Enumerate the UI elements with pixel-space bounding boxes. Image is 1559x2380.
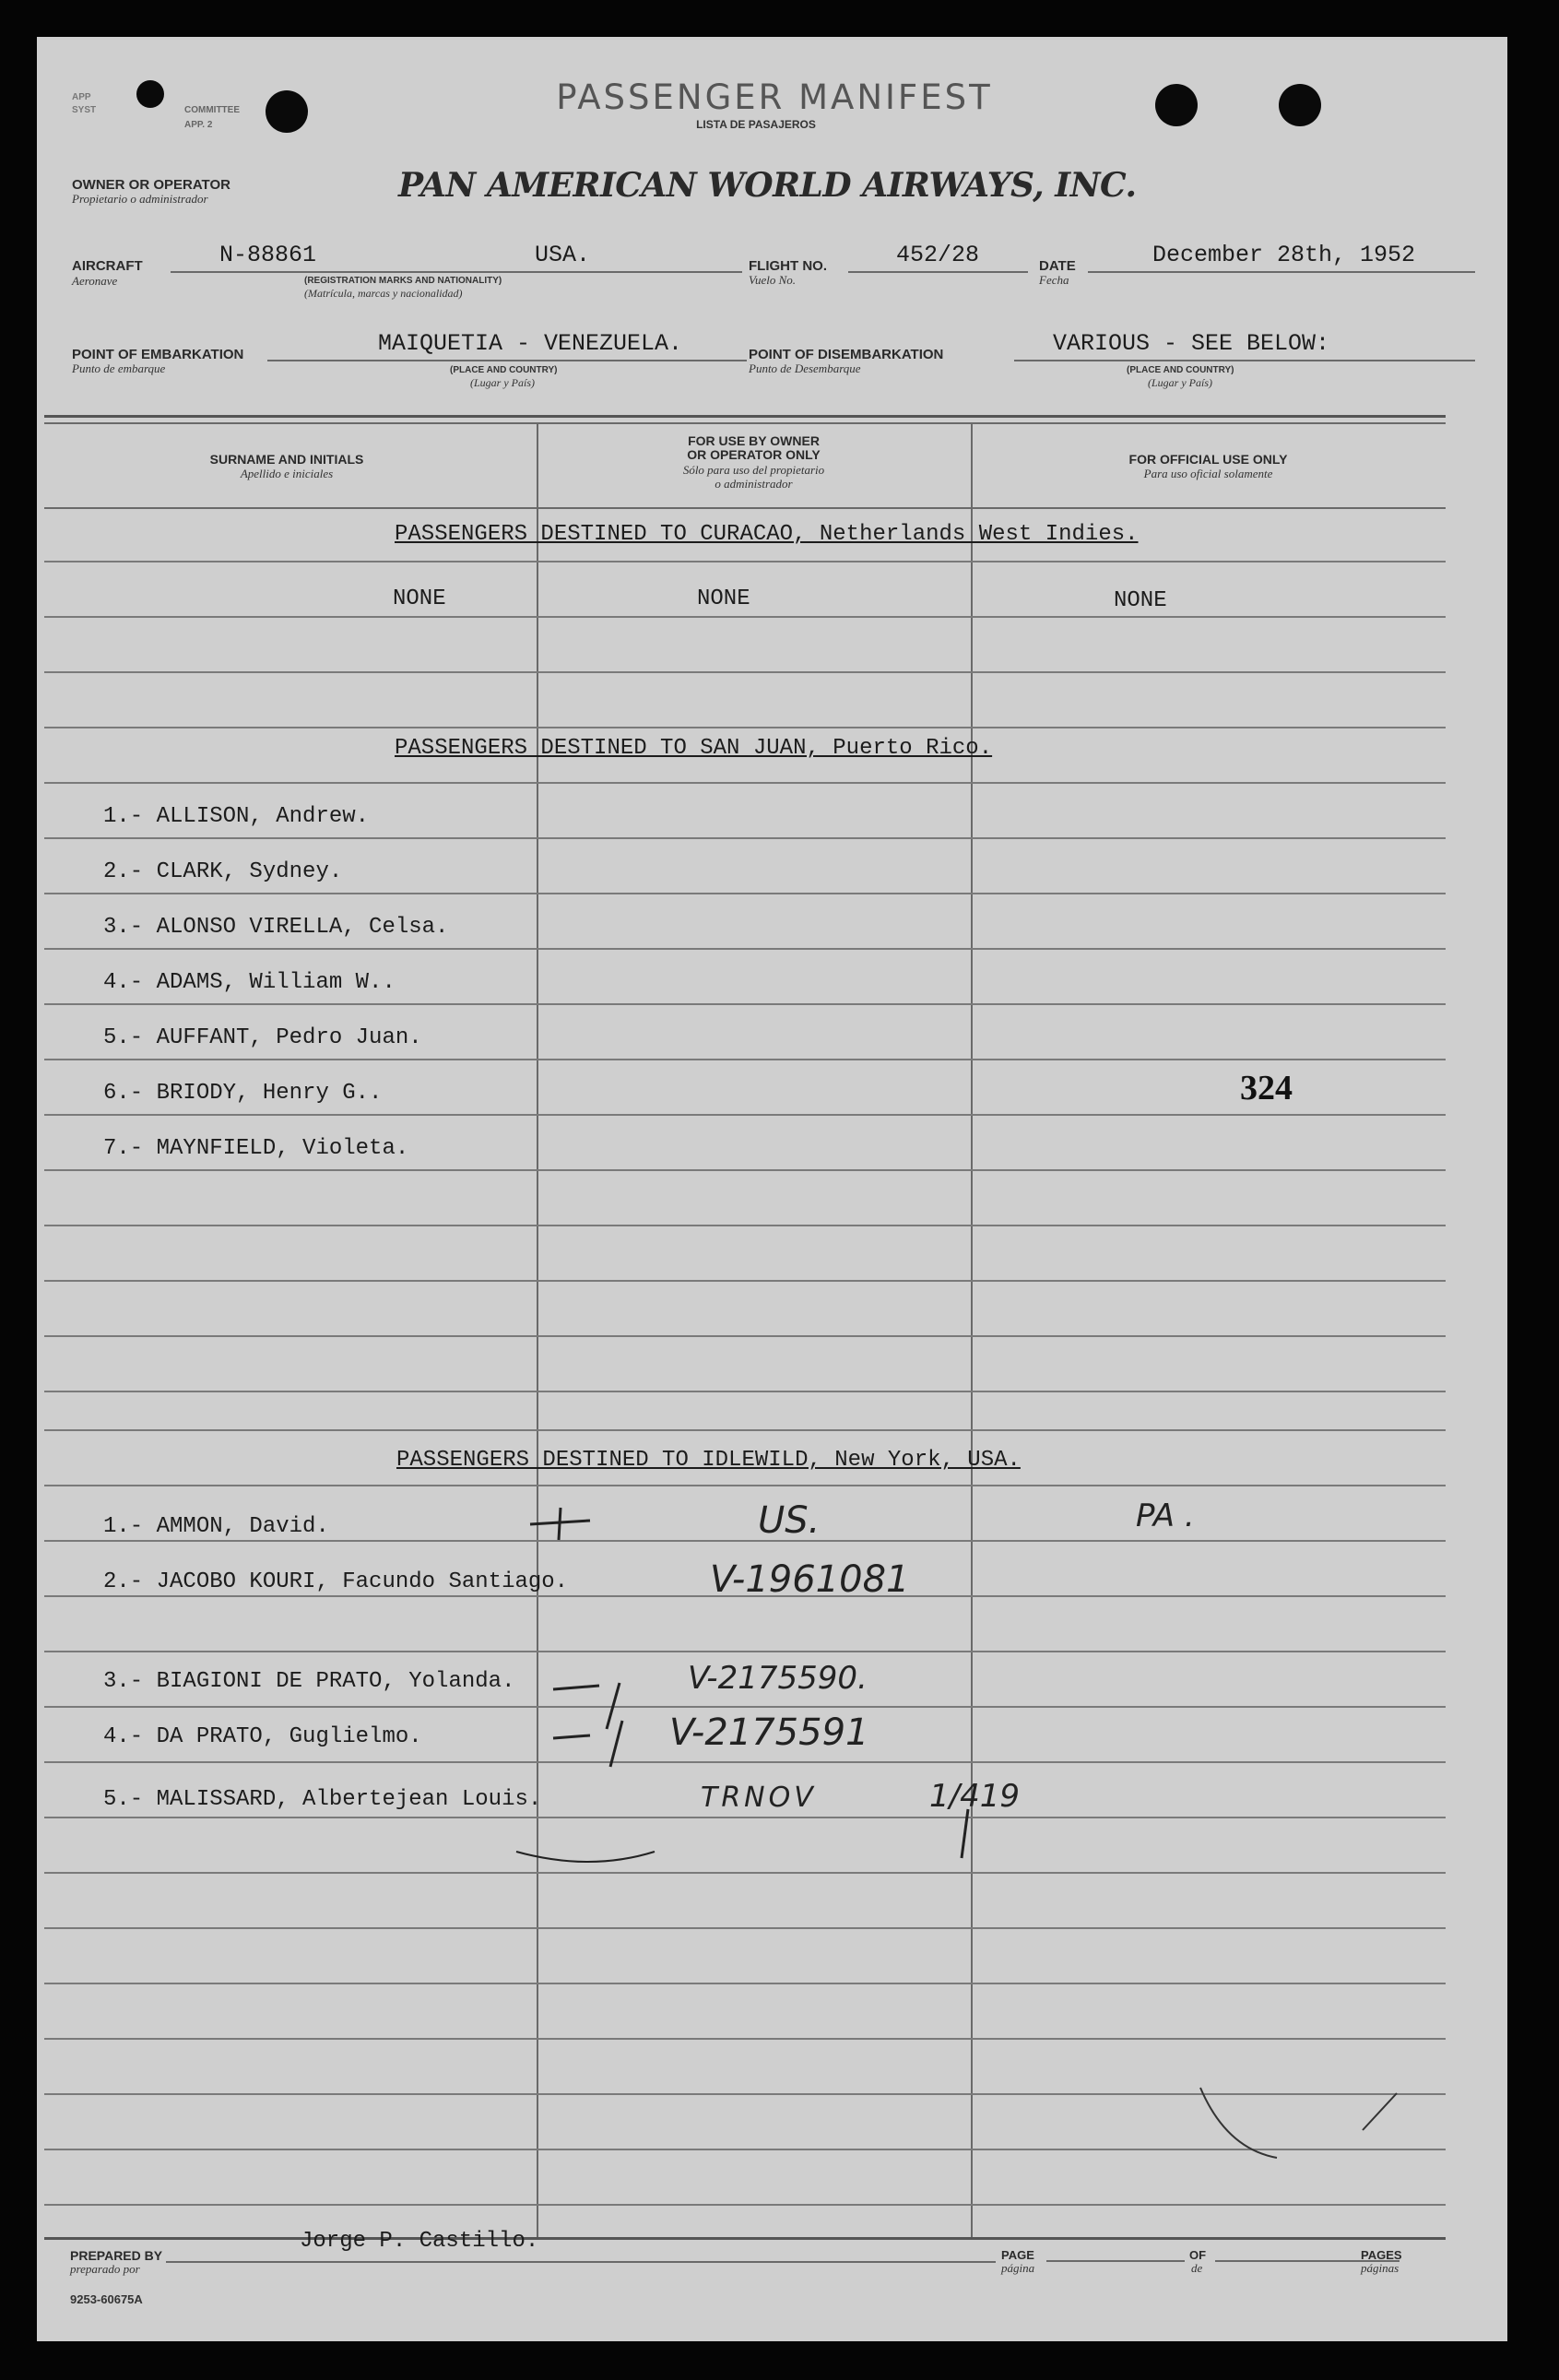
flight-date: December 28th, 1952 [1152, 242, 1416, 268]
handwritten-5: TRNOV [701, 1782, 817, 1814]
form-code: 9253-60675A [70, 2292, 143, 2306]
col-surname-header: SURNAME AND INITIALS [209, 452, 364, 467]
approval-note-1: APP [72, 92, 91, 102]
prepared-label: PREPARED BY [70, 2248, 163, 2263]
embark-label-es: Punto de embarque [72, 361, 166, 375]
manifest-sheet [37, 37, 1507, 2341]
passenger-san-juan-7: 7.- MAYNFIELD, Violeta. [103, 1136, 409, 1161]
of-label-es: de [1191, 2261, 1203, 2275]
stamp-number: 324 [1240, 1069, 1293, 1107]
aircraft-label-es: Aeronave [72, 274, 118, 288]
passenger-idlewild-3: 3.- BIAGIONI DE PRATO, Yolanda. [103, 1669, 515, 1694]
reg-caption-es: (Matrícula, marcas y nacionalidad) [304, 287, 463, 300]
owner-label: OWNER OR OPERATOR [72, 177, 230, 193]
col-official-header-es: Para uso oficial solamente [1143, 467, 1273, 480]
approval-note-4: APP. 2 [184, 120, 213, 130]
underline-scribble [516, 1852, 655, 1862]
handwritten-1: US. [758, 1499, 821, 1542]
flight-label: FLIGHT NO. [749, 258, 827, 274]
flight-label-es: Vuelo No. [749, 273, 797, 287]
prepared-label-es: preparado por [70, 2262, 140, 2276]
passenger-san-juan-3: 3.- ALONSO VIRELLA, Celsa. [103, 915, 449, 940]
disembark-place: VARIOUS - SEE BELOW: [1053, 330, 1330, 357]
flight-number: 452/28 [896, 242, 980, 268]
curacao-none-surname: NONE [393, 586, 446, 611]
curacao-none-official: NONE [1114, 588, 1167, 613]
col-surname-header-es: Apellido e iniciales [240, 467, 334, 480]
corner-scribble [1200, 2088, 1397, 2158]
col-owner-header-1: FOR USE BY OWNER [688, 433, 820, 448]
tick-mark-1 [530, 1508, 590, 1540]
date-label: DATE [1039, 258, 1076, 274]
curacao-none-owner: NONE [697, 586, 750, 611]
section-heading-idlewild: PASSENGERS DESTINED TO IDLEWILD, New York, USA. [396, 1448, 1021, 1473]
col-owner-header-es-2: o administrador [715, 477, 793, 491]
embark-place-caption: (PLACE AND COUNTRY) [450, 365, 558, 375]
reg-caption: (REGISTRATION MARKS AND NATIONALITY) [304, 276, 502, 286]
col-official-header: FOR OFFICIAL USE ONLY [1128, 452, 1288, 467]
approval-note-3: COMMITTEE [184, 105, 240, 115]
owner-label-es: Propietario o administrador [72, 192, 208, 206]
passenger-san-juan-1: 1.- ALLISON, Andrew. [103, 804, 370, 829]
page-label-es: página [1001, 2261, 1035, 2275]
pages-label-es: páginas [1361, 2261, 1400, 2275]
approval-note-2: SYST [72, 105, 97, 115]
form-title: PASSENGER MANIFEST [556, 77, 993, 117]
page-line [1046, 2260, 1185, 2262]
handwritten-marks [37, 37, 1507, 2341]
disembark-label: POINT OF DISEMBARKATION [749, 347, 944, 362]
aircraft-reg: N-88861 [219, 242, 317, 268]
passenger-idlewild-5: 5.- MALISSARD, Albertejean Louis. [103, 1787, 542, 1812]
tick-mark-3 [553, 1686, 599, 1689]
pages-label: PAGES [1361, 2248, 1402, 2262]
handwritten-3: V-2175590. [688, 1660, 868, 1697]
slash-mark-3 [607, 1683, 620, 1729]
section-heading-san-juan: PASSENGERS DESTINED TO SAN JUAN, Puerto Rico. [395, 736, 993, 761]
handwritten-5b: 1/419 [929, 1778, 1020, 1815]
handwritten-4: V-2175591 [669, 1711, 869, 1754]
tick-mark-4 [553, 1735, 590, 1738]
disembark-place-caption: (PLACE AND COUNTRY) [1127, 365, 1234, 375]
disembark-place-caption-es: (Lugar y País) [1148, 376, 1212, 389]
passenger-san-juan-6: 6.- BRIODY, Henry G.. [103, 1081, 383, 1106]
passenger-san-juan-2: 2.- CLARK, Sydney. [103, 859, 343, 884]
aircraft-label: AIRCRAFT [72, 258, 143, 274]
passenger-idlewild-2: 2.- JACOBO KOURI, Facundo Santiago. [103, 1569, 569, 1594]
pen-stroke-1 [962, 1809, 968, 1858]
embark-place-caption-es: (Lugar y País) [470, 376, 535, 389]
company-name: PAN AMERICAN WORLD AIRWAYS, INC. [398, 166, 1137, 205]
handwritten-1-official: PA . [1136, 1498, 1195, 1534]
prepared-line [166, 2261, 996, 2263]
page-label: PAGE [1001, 2248, 1034, 2262]
embark-label: POINT OF EMBARKATION [72, 347, 244, 362]
passenger-san-juan-4: 4.- ADAMS, William W.. [103, 970, 396, 995]
form-title-es: LISTA DE PASAJEROS [696, 118, 816, 131]
embark-place: MAIQUETIA - VENEZUELA. [378, 330, 683, 357]
section-heading-curacao: PASSENGERS DESTINED TO CURACAO, Netherlands West Indies. [395, 522, 1139, 547]
slash-mark-4 [610, 1721, 622, 1767]
aircraft-nat: USA. [535, 242, 591, 268]
passenger-idlewild-4: 4.- DA PRATO, Guglielmo. [103, 1724, 422, 1749]
prepared-name: Jorge P. Castillo. [300, 2229, 539, 2254]
col-owner-header-es-1: Sólo para uso del propietario [682, 463, 825, 477]
passenger-idlewild-1: 1.- AMMON, David. [103, 1514, 329, 1539]
disembark-label-es: Punto de Desembarque [749, 361, 861, 375]
of-label: OF [1189, 2248, 1207, 2262]
col-owner-header-2: OR OPERATOR ONLY [687, 447, 821, 462]
date-label-es: Fecha [1039, 273, 1069, 287]
handwritten-2: V-1961081 [710, 1558, 910, 1601]
passenger-san-juan-5: 5.- AUFFANT, Pedro Juan. [103, 1025, 422, 1050]
